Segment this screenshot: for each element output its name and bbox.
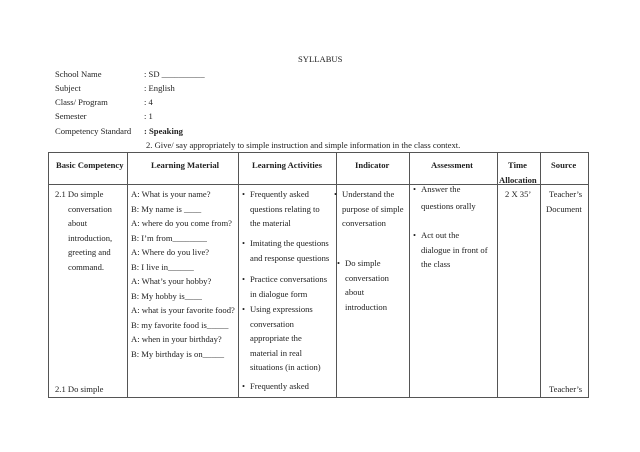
cell-line: questions orally — [421, 200, 476, 211]
cell-line: 2.1 Do simple — [55, 189, 104, 199]
cell-line: B: My hobby is____ — [131, 290, 202, 301]
cell-line: conversation — [250, 318, 294, 329]
cell-line: • Do simple — [345, 256, 389, 271]
cell-line: dialogue in front of — [421, 244, 488, 255]
cell-line: B: I live in______ — [131, 261, 194, 272]
cell-line: introduction, — [68, 232, 113, 243]
info-value: : English — [144, 83, 175, 93]
header-time: Time — [508, 160, 527, 170]
info-label: Class/ Program — [55, 97, 108, 107]
header-source: Source — [551, 160, 577, 170]
cell-line: about — [345, 287, 365, 297]
indicator-item — [345, 256, 389, 314]
cell-line: the material — [250, 218, 291, 228]
header-indicator: Indicator — [355, 160, 390, 170]
cell-line: • Frequently asked — [250, 379, 309, 394]
header-allocation: Allocation — [499, 175, 537, 185]
cell-line: situations (in action) — [250, 362, 321, 372]
cell-line: A: What’s your hobby? — [131, 276, 212, 286]
cell-line: B: My birthday is on_____ — [131, 348, 225, 359]
cell-line: conversation — [342, 218, 386, 228]
info-value: : 4 — [144, 97, 153, 107]
activity-item — [250, 302, 321, 375]
activity-item — [250, 187, 320, 231]
cell-line: • Practice conversations — [250, 272, 327, 287]
header-basic-competency: Basic Competency — [56, 160, 124, 170]
doc-title: SYLLABUS — [298, 54, 343, 64]
cell-line: conversation — [345, 272, 389, 283]
cell-line: the class — [421, 259, 451, 269]
cell-line: A: what is your favorite food? — [131, 305, 235, 315]
info-value: : Speaking — [144, 126, 183, 136]
cell-line: • Act out the — [421, 228, 488, 243]
cell-line: about — [68, 218, 88, 228]
info-label: Competency Standard — [55, 126, 132, 136]
cell-line: introduction — [345, 301, 388, 312]
info-label: Subject — [55, 83, 81, 93]
table-border — [588, 152, 589, 398]
source-2: Teacher’s — [549, 384, 583, 394]
cell-line: • Understand the — [342, 187, 404, 202]
time-allocation-value: 2 X 35’ — [505, 189, 532, 199]
basic-competency-2: 2.1 Do simple — [55, 384, 104, 394]
cell-line: questions relating to — [250, 203, 320, 214]
table-border — [409, 152, 410, 398]
cell-line: conversation — [68, 203, 112, 214]
cell-line: • Using expressions — [250, 302, 321, 317]
activity-item — [250, 379, 309, 394]
cell-line: B: My name is ____ — [131, 203, 202, 214]
cell-line: A: where do you come from? — [131, 218, 232, 228]
assessment-item — [421, 182, 476, 213]
indicator-item — [342, 187, 404, 231]
learning-material-cell — [131, 187, 235, 361]
table-border — [497, 152, 498, 398]
cell-line: B: my favorite food is_____ — [131, 319, 229, 330]
table-border — [540, 152, 541, 398]
table-border — [238, 152, 239, 398]
info-value: : 1 — [144, 111, 153, 121]
basic-competency-cell — [55, 187, 112, 274]
activity-item — [250, 236, 329, 265]
cell-line: • Answer the — [421, 182, 476, 197]
table-border — [48, 152, 49, 398]
table-border — [48, 397, 588, 398]
info-value: : SD __________ — [144, 69, 205, 79]
cell-line: • Frequently asked — [250, 187, 320, 202]
table-border — [127, 152, 128, 398]
header-learning-material: Learning Material — [151, 160, 220, 170]
cell-line: A: when in your birthday? — [131, 334, 222, 344]
activity-item — [250, 272, 327, 301]
header-learning-activities: Learning Activities — [252, 160, 322, 170]
cell-line: material in real — [250, 347, 303, 358]
cell-line: Document — [546, 203, 582, 214]
table-border — [48, 152, 588, 153]
cell-line: greeting and — [68, 247, 111, 257]
cell-line: command. — [68, 261, 105, 272]
standard-text: 2. Give/ say appropriately to simple instruction and simple information in the class context. — [146, 140, 461, 150]
info-label: School Name — [55, 69, 102, 79]
cell-line: A: What is your name? — [131, 189, 211, 199]
cell-line: appropriate the — [250, 333, 302, 343]
cell-line: • Imitating the questions — [250, 236, 329, 251]
cell-line: in dialogue form — [250, 288, 308, 299]
info-label: Semester — [55, 111, 87, 121]
cell-line: purpose of simple — [342, 203, 404, 214]
header-assessment: Assessment — [431, 160, 474, 170]
source-cell — [546, 187, 582, 216]
cell-line: A: Where do you live? — [131, 247, 210, 257]
cell-line: B: I’m from________ — [131, 232, 207, 243]
cell-line: Teacher’s — [549, 189, 583, 199]
assessment-item — [421, 228, 488, 272]
cell-line: and response questions — [250, 252, 330, 263]
